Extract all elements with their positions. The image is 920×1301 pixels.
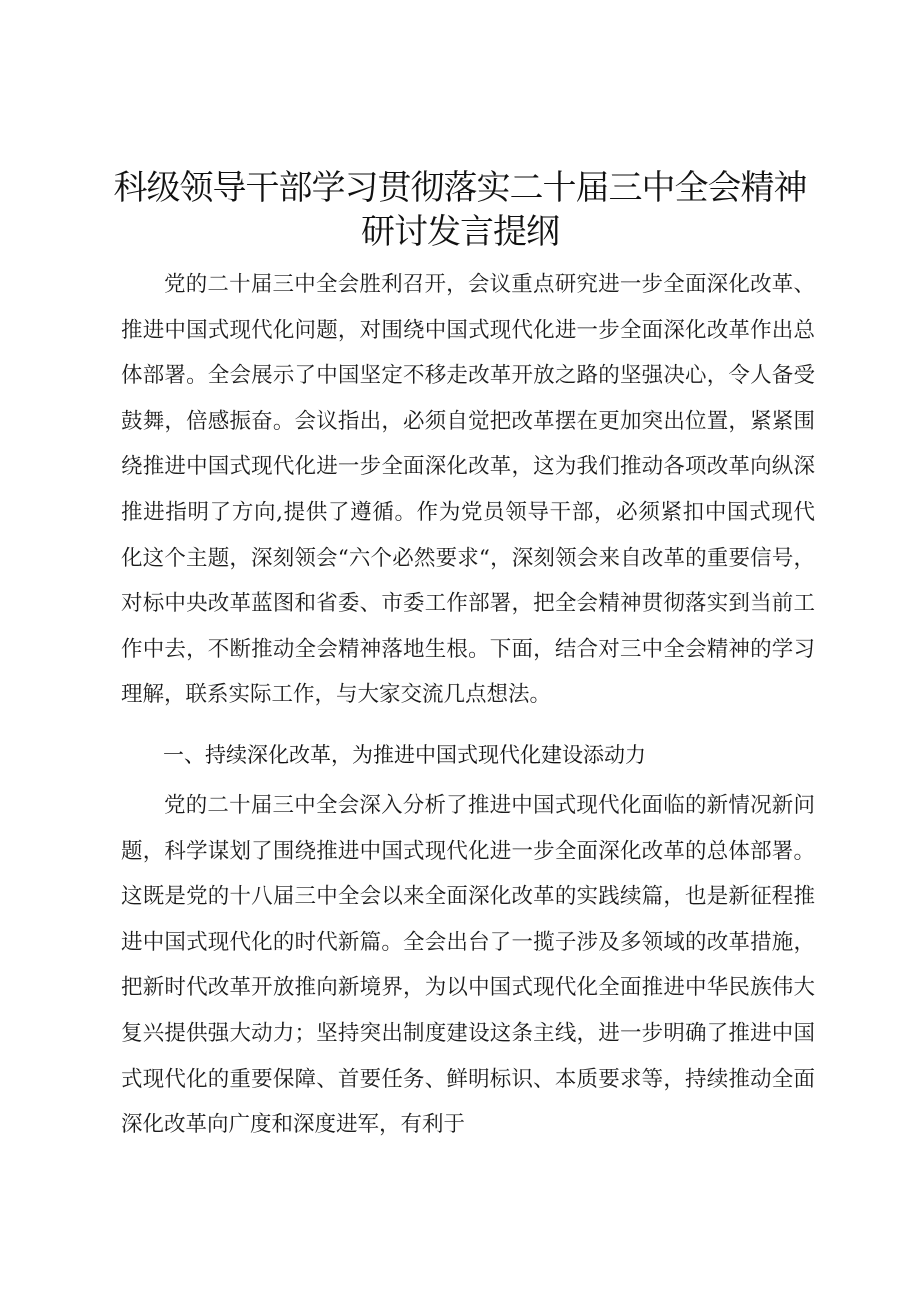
section-1-paragraph: 党的二十届三中全会深入分析了推进中国式现代化面临的新情况新问题，科学谋划了围绕推进中国式现代化进一步全面深化改革的总体部署。这既是党的十八届三中全会以来全面深化改革的实践续篇，也是新征程推进中国式现代化的时代新篇。全会出台了一揽子涉及多领域的改革措施，把新时代改革开放推向新境界，为以中国式现代化全面推进中华民族伟大复兴提供强大动力；坚持突出制度建设这条主线，进一步明确了推进中国式现代化的重要保障、首要任务、鲜明标识、本质要求等，持续推动全面深化改革向广度和深度进军，有利于	[121, 793, 815, 1138]
intro-paragraph: 党的二十届三中全会胜利召开，会议重点研究进一步全面深化改革、推进中国式现代化问题，对围绕中国式现代化进一步全面深化改革作出总体部署。全会展示了中国坚定不移走改革开放之路的坚强决心，令人备受鼓舞，倍感振奋。会议指出，必须自觉把改革摆在更加突出位置，紧紧围绕推进中国式现代化进一步全面深化改革，这为我们推动各项改革向纵深推进指明了方向,提供了遵循。作为党员领导干部，必须紧扣中国式现代化这个主题，深刻领会“六个必然要求“，深刻领会来自改革的重要信号，对标中央改革蓝图和省委、市委工作部署，把全会精神贯彻落实到当前工作中去，不断推动全会精神落地生根。下面，结合对三中全会精神的学习理解，联系实际工作，与大家交流几点想法。	[121, 272, 815, 708]
document-title: 科级领导干部学习贯彻落实二十届三中全会精神研讨发言提纲	[113, 168, 807, 252]
section-heading-1: 一、持续深化改革，为推进中国式现代化建设添动力	[163, 743, 646, 767]
